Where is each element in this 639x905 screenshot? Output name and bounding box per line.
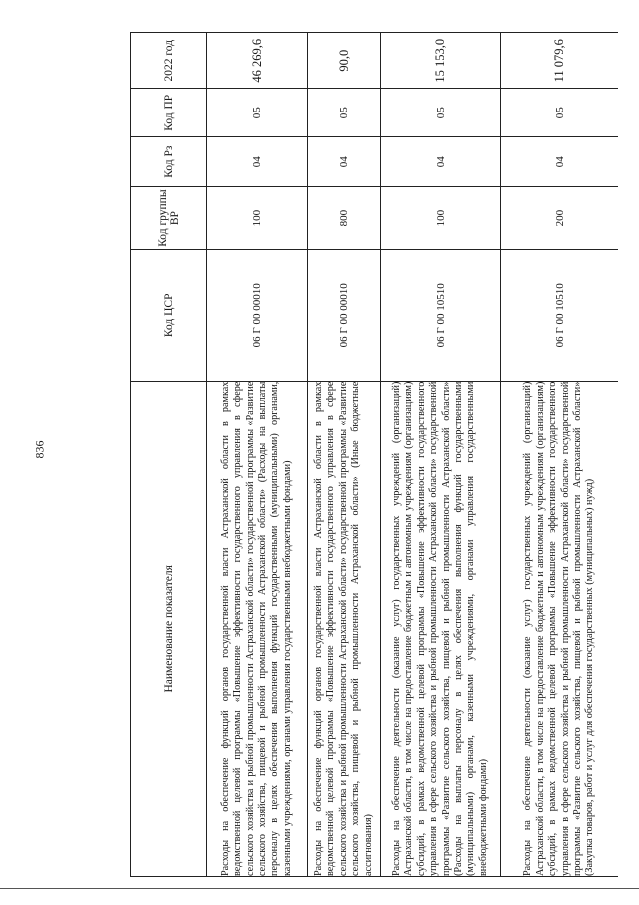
row-pr: 05 bbox=[308, 89, 381, 137]
row-pr: 05 bbox=[207, 89, 308, 137]
row-csr: 06 Г 00 00010 bbox=[308, 249, 381, 381]
header-year: 2022 год bbox=[131, 33, 207, 89]
budget-table-container bbox=[130, 32, 618, 877]
row-value: 15 153,0 bbox=[381, 33, 501, 89]
row-vr: 200 bbox=[501, 187, 619, 250]
header-csr: Код ЦСР bbox=[131, 249, 207, 381]
table-header-row bbox=[131, 33, 207, 877]
row-pr: 05 bbox=[381, 89, 501, 137]
row-vr: 800 bbox=[308, 187, 381, 250]
row-csr: 06 Г 00 10510 bbox=[381, 249, 501, 381]
row-name: Расходы на обеспечение деятельности (оказание услуг) государственных учреждений (организаций) Астраханской области, в том числе на предоставление бюджетным и автономным учреждениям (организациям) субсидий, в рамках ведомственной целевой программы «Повышение эффективности государственного управления в сфере сельского хозяйства и рыбной промышленности Астраханской области» государственной программы «Развитие сельского хозяйства, пищевой и рыбной промышленности Астраханской области» (Закупка товаров, работ и услуг для обеспечения государственных (муниципальных) нужд) bbox=[501, 381, 619, 876]
bottom-divider bbox=[0, 888, 639, 889]
row-vr: 100 bbox=[207, 187, 308, 250]
header-rz: Код Рз bbox=[131, 137, 207, 187]
row-rz: 04 bbox=[501, 137, 619, 187]
row-name: Расходы на обеспечение функций органов государственной власти Астраханской области в рамках ведомственной целевой программы «Повышение эффективности государственного управления в сфере сельского хозяйства и рыбной промышленности Астраханской области» государственной программы «Развитие сельского хозяйства, пищевой и рыбной промышленности Астраханской области» (Иные бюджетные ассигнования) bbox=[308, 381, 381, 876]
page-number-text: 836 bbox=[32, 440, 47, 458]
row-csr: 06 Г 00 00010 bbox=[207, 249, 308, 381]
budget-table bbox=[130, 32, 618, 877]
row-rz: 04 bbox=[381, 137, 501, 187]
table-row bbox=[308, 33, 381, 877]
row-rz: 04 bbox=[207, 137, 308, 187]
header-name: Наименование показателя bbox=[131, 381, 207, 876]
table-row bbox=[501, 33, 619, 877]
row-pr: 05 bbox=[501, 89, 619, 137]
page-number bbox=[28, 434, 52, 464]
row-vr: 100 bbox=[381, 187, 501, 250]
row-value: 11 079,6 bbox=[501, 33, 619, 89]
header-vr: Код группы ВР bbox=[131, 187, 207, 250]
row-value: 90,0 bbox=[308, 33, 381, 89]
row-csr: 06 Г 00 10510 bbox=[501, 249, 619, 381]
row-value: 46 269,6 bbox=[207, 33, 308, 89]
row-rz: 04 bbox=[308, 137, 381, 187]
row-name: Расходы на обеспечение деятельности (оказание услуг) государственных учреждений (организаций) Астраханской области, в том числе на предоставление бюджетным и автономным учреждениям (организациям) субсидий, в рамках ведомственной целевой программы «Повышение эффективности государственного управления в сфере сельского хозяйства и рыбной промышленности Астраханской области» государственной программы «Развитие сельского хозяйства, пищевой и рыбной промышленности Астраханской области» (Расходы на выплаты персоналу в целях обеспечения выполнения функций государственными (муниципальными) органами, казенными учреждениями, органами управления государственными внебюджетными фондами) bbox=[381, 381, 501, 876]
row-name: Расходы на обеспечение функций органов государственной власти Астраханской области в рамках ведомственной целевой программы «Повышение эффективности государственного управления в сфере сельского хозяйства и рыбной промышленности Астраханской области» государственной программы «Развитие сельского хозяйства, пищевой и рыбной промышленности Астраханской области» (Расходы на выплаты персоналу в целях обеспечения выполнения функций государственными (муниципальными) органами, казенными учреждениями, органами управления государственными внебюджетными фондами) bbox=[207, 381, 308, 876]
table-row bbox=[381, 33, 501, 877]
header-pr: Код ПР bbox=[131, 89, 207, 137]
table-row bbox=[207, 33, 308, 877]
rotated-table-frame bbox=[130, 32, 618, 877]
